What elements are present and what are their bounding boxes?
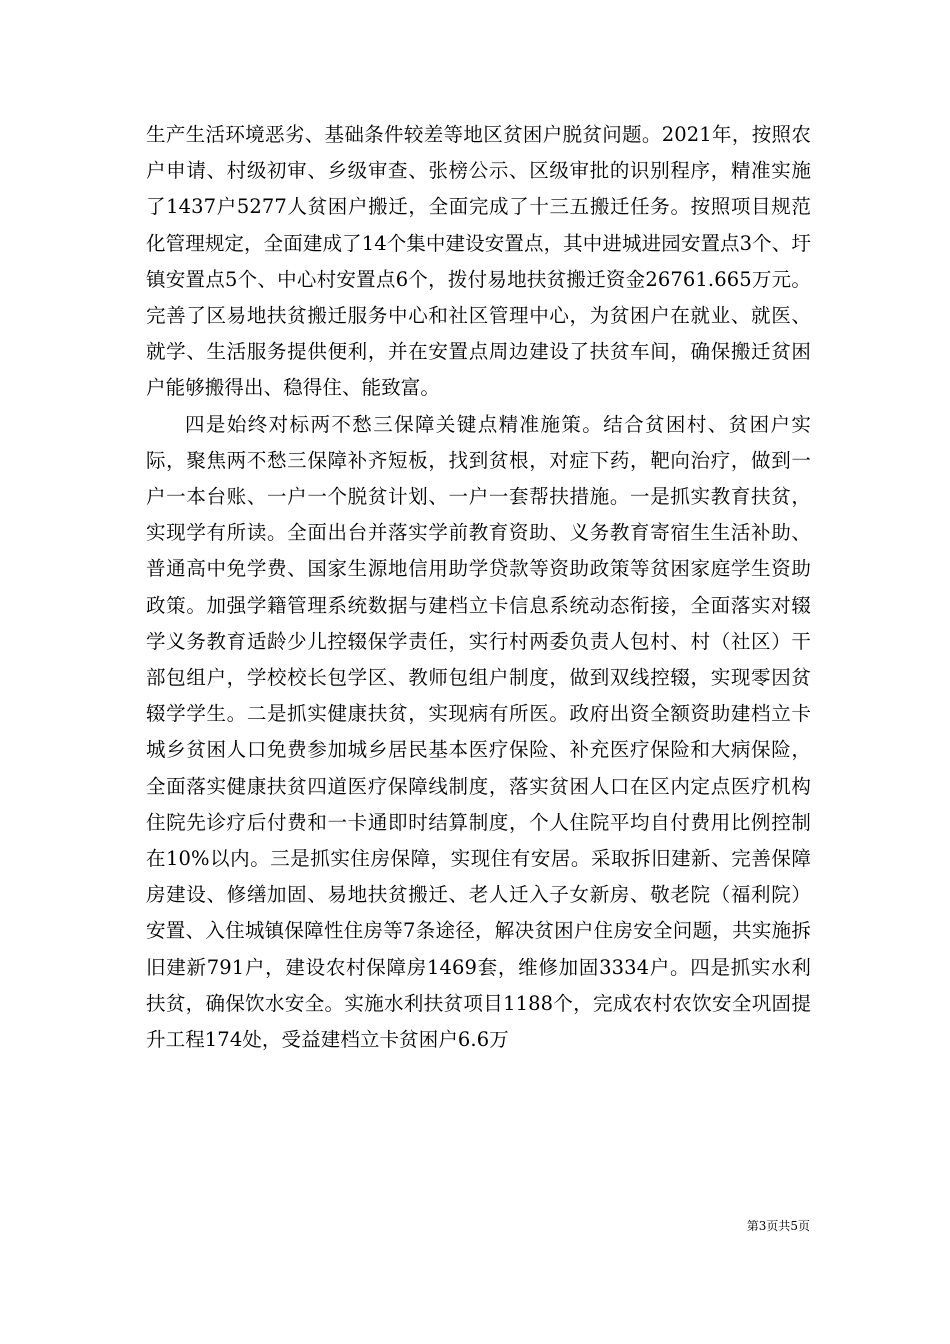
page-number: 第3页共5页 — [746, 1219, 810, 1233]
paragraph-2: 四是始终对标两不愁三保障关键点精准施策。结合贫困村、贫困户实际，聚焦两不愁三保障补齐短板，找到贫根，对症下药，靶向治疗，做到一户一本台账、一户一个脱贫计划、一户一套帮扶措施。一是抓实教育扶贫，实现学有所读。全面出台并落实学前教育资助、义务教育寄宿生生活补助、普通高中免学费、国家生源地信用助学贷款等资助政策等贫困家庭学生资助政策。加强学籍管理系统数据与建档立卡信息系统动态衔接，全面落实对辍学义务教育适龄少儿控辍保学责任，实行村两委负责人包村、村（社区）干部包组户，学校校长包学区、教师包组户制度，做到双线控辍，实现零因贫辍学学生。二是抓实健康扶贫，实现病有所医。政府出资全额资助建档立卡城乡贫困人口免费参加城乡居民基本医疗保险、补充医疗保险和大病保险，全面落实健康扶贫四道医疗保障线制度，落实贫困人口在区内定点医疗机构住院先诊疗后付费和一卡通即时结算制度，个人住院平均自付费用比例控制在10%以内。三是抓实住房保障，实现住有安居。采取拆旧建新、完善保障房建设、修缮加固、易地扶贫搬迁、老人迁入子女新房、敬老院（福利院）安置、入住城镇保障性住房等7条途径，解决贫困户住房安全问题，共实施拆旧建新791户，建设农村保障房1469套，维修加固3334户。四是抓实水利扶贫，确保饮水安全。实施水利扶贫项目1188个，完成农村农饮安全巩固提升工程174处，受益建档立卡贫困户6.6万 — [146, 412, 811, 1052]
paragraph-1: 生产生活环境恶劣、基础条件较差等地区贫困户脱贫问题。2021年，按照农户申请、村级初审、乡级审查、张榜公示、区级审批的识别程序，精准实施了1437户5277人贫困户搬迁，全面完成了十三五搬迁任务。按照项目规范化管理规定，全面建成了14个集中建设安置点，其中进城进园安置点3个、圩镇安置点5个、中心村安置点6个，拨付易地扶贫搬迁资金26761.665万元。完善了区易地扶贫搬迁服务中心和社区管理中心，为贫困户在就业、就医、就学、生活服务提供便利，并在安置点周边建设了扶贫车间，确保搬迁贫困户能够搬得出、稳得住、能致富。 — [146, 123, 811, 400]
document-body — [146, 117, 811, 1058]
